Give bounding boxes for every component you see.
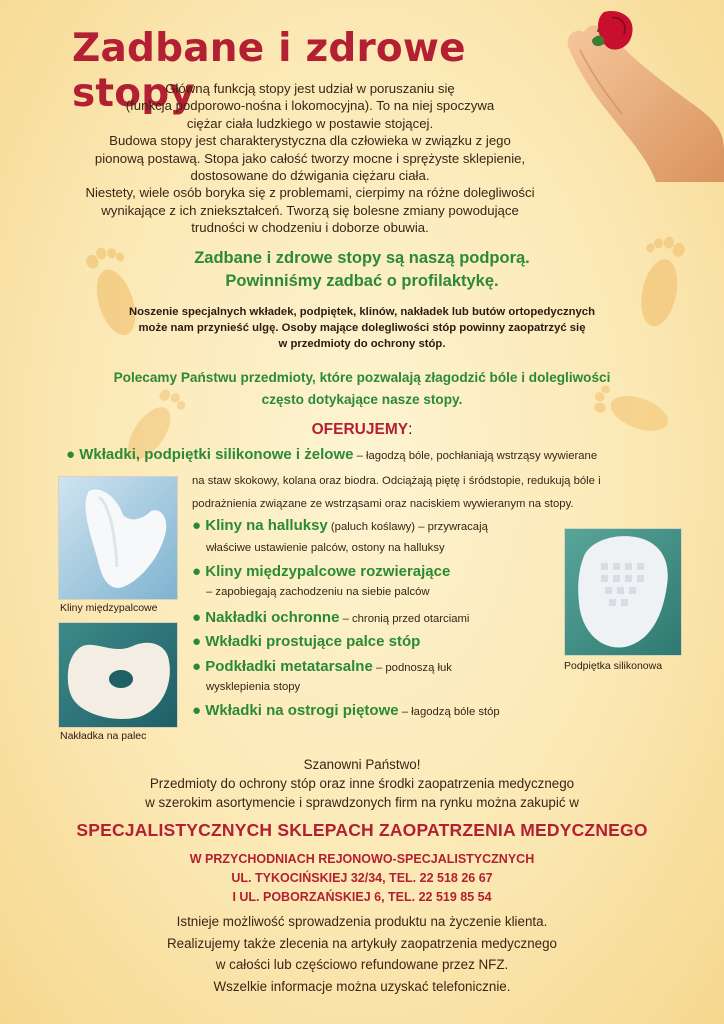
note-line: Noszenie specjalnych wkładek, podpiętek, klinów, nakładek lub butów ortopedycznych bbox=[128, 306, 595, 318]
closing-line: Istnieje możliwość sprowadzenia produktu na życzenie klienta. bbox=[176, 914, 548, 929]
clinic-address-2: I UL. POBORZAŃSKIEJ 6, TEL. 22 519 85 54 bbox=[232, 890, 492, 904]
slogan-line: Zadbane i zdrowe stopy są naszą podporą. bbox=[194, 249, 530, 267]
intro-line: dostosowane do dźwigania ciężaru ciała. bbox=[190, 168, 430, 184]
intro-paragraph bbox=[60, 80, 560, 237]
footprint-right-icon bbox=[622, 215, 702, 345]
intro-line: pionową postawą. Stopa jako całość tworzy mocne i sprężyste sklepienie, bbox=[94, 150, 526, 166]
offer-heading bbox=[270, 421, 454, 439]
bullet-dot-icon: ● bbox=[66, 446, 76, 463]
offer-item-metatarsal-pads bbox=[192, 657, 572, 678]
offer-item-hallux-wedges bbox=[192, 516, 572, 537]
offer-item-heel-spur-insoles bbox=[192, 701, 572, 722]
clinic-addresses bbox=[112, 850, 612, 907]
offer-item-insoles bbox=[66, 446, 706, 463]
clinic-address-1: UL. TYKOCIŃSKIEJ 32/34, TEL. 22 518 26 67 bbox=[231, 871, 493, 885]
offer-item-name: Kliny na halluksy bbox=[205, 517, 328, 534]
offer-item-toe-spreaders bbox=[192, 562, 572, 582]
shops-heading: SPECJALISTYCZNYCH SKLEPACH ZAOPATRZENIA MEDYCZNEGO bbox=[76, 820, 648, 840]
closing-line: Wszelkie informacje można uzyskać telefonicznie. bbox=[213, 978, 511, 994]
footer-paragraph bbox=[112, 755, 612, 812]
offer-item-line: na staw skokowy, kolana oraz biodra. Odciążają piętę i śródstopie, redukują bóle i bbox=[192, 475, 601, 487]
intro-line: Główną funkcją stopy jest udział w poruszaniu się bbox=[165, 81, 455, 96]
offer-item-desc: – chronią przed otarciami bbox=[339, 613, 470, 625]
offer-item-line: podrażnienia związane ze wstrząsami oraz naciskiem wywieranym na stopy. bbox=[192, 498, 574, 510]
offer-item-desc: – łagodzą bóle stóp bbox=[398, 706, 500, 718]
offer-item-name: Kliny międzypalcowe rozwierające bbox=[205, 563, 451, 580]
offer-item-name: Podkładki metatarsalne bbox=[205, 658, 373, 675]
bullet-dot-icon: ● bbox=[192, 517, 202, 534]
toe-cap-image bbox=[59, 623, 177, 727]
offer-item-name: Wkładki, podpiętki silikonowe i żelowe bbox=[79, 446, 354, 463]
foot-with-rose-icon bbox=[560, 10, 724, 182]
offer-item-toe-straighteners bbox=[192, 632, 572, 652]
footer-line: w szerokim asortymencie i sprawdzonych firm na rynku można zakupić w bbox=[145, 795, 579, 810]
intro-line: (funkcja podporowo-nośna i lokomocyjna). To na niej spoczywa bbox=[125, 98, 495, 114]
bullet-dot-icon: ● bbox=[192, 658, 202, 675]
recommend-line: często dotykające nasze stopy. bbox=[261, 392, 463, 407]
page-title: Zadbane i zdrowe stopy bbox=[72, 26, 466, 116]
bullet-dot-icon: ● bbox=[192, 609, 202, 626]
closing-paragraph bbox=[100, 911, 624, 997]
intro-line: wynikające z ich zniekształceń. Tworzą się bolesne zmiany powodujące bbox=[101, 202, 519, 218]
caption-toe-cap: Nakładka na palec bbox=[60, 730, 147, 742]
offer-item-insoles-details bbox=[192, 470, 692, 516]
offer-item-desc: (paluch koślawy) – przywracają bbox=[327, 521, 488, 533]
offer-item-name: Wkładki prostujące palce stóp bbox=[205, 633, 421, 650]
offer-item-desc: – podnoszą łuk bbox=[372, 662, 452, 674]
offer-item-name: Wkładki na ostrogi piętowe bbox=[205, 702, 399, 719]
offer-heading-text: OFERUJEMY bbox=[311, 421, 409, 438]
intro-line: Niestety, wiele osób boryka się z problemami, cierpimy na różne dolegliwości bbox=[85, 185, 535, 201]
toe-spreader-image bbox=[59, 477, 177, 599]
heel-cup-image bbox=[565, 529, 681, 655]
closing-line: Realizujemy także zlecenia na artykuły zaopatrzenia medycznego bbox=[166, 935, 557, 951]
footer-line: Szanowni Państwo! bbox=[303, 757, 421, 772]
intro-line: trudności w chodzeniu i doborze obuwia. bbox=[191, 220, 429, 236]
photo-toe-cap bbox=[58, 622, 178, 728]
intro-line: Budowa stopy jest charakterystyczna dla człowieka w związku z jego bbox=[109, 133, 511, 149]
bullet-dot-icon: ● bbox=[192, 563, 202, 580]
bullet-dot-icon: ● bbox=[192, 702, 202, 719]
offer-item-protective-caps bbox=[192, 608, 572, 629]
note-line: w przedmioty do ochrony stóp. bbox=[278, 338, 446, 350]
offer-item-name: Nakładki ochronne bbox=[205, 609, 340, 626]
footer-line: Przedmioty do ochrony stóp oraz inne środki zaopatrzenia medycznego bbox=[149, 776, 575, 791]
photo-heel-cup bbox=[564, 528, 682, 656]
caption-heel-cup: Podpiętka silikonowa bbox=[564, 660, 663, 672]
bullet-dot-icon: ● bbox=[192, 633, 202, 650]
offer-item-desc: – łagodzą bóle, pochłaniają wstrząsy wywierane bbox=[353, 450, 598, 462]
intro-line: ciężar ciała ludzkiego w postawie stojącej. bbox=[186, 115, 434, 131]
note-line: może nam przynieść ulgę. Osoby mające dolegliwości stóp powinny zaopatrzyć się bbox=[138, 322, 586, 334]
recommend-line: Polecamy Państwu przedmioty, które pozwalają złagodzić bóle i dolegliwości bbox=[113, 370, 611, 385]
caption-toe-spreader: Kliny międzypalcowe bbox=[60, 602, 158, 614]
offer-item-sub: – zapobiegają zachodzeniu na siebie palców bbox=[206, 586, 430, 598]
clinic-line: W PRZYCHODNIACH REJONOWO-SPECJALISTYCZNYCH bbox=[189, 852, 535, 866]
slogan-line: Powinniśmy zadbać o profilaktykę. bbox=[225, 272, 499, 290]
photo-toe-spreader bbox=[58, 476, 178, 600]
offer-item-sub: właściwe ustawienie palców, ostony na halluksy bbox=[206, 542, 445, 554]
offer-heading-colon: : bbox=[408, 421, 413, 438]
recommend-paragraph bbox=[70, 367, 654, 411]
slogan bbox=[120, 247, 604, 293]
closing-line: w całości lub częściowo refundowane przez NFZ. bbox=[215, 957, 509, 973]
note-paragraph bbox=[90, 304, 634, 352]
offer-item-sub: wysklepienia stopy bbox=[206, 681, 301, 693]
